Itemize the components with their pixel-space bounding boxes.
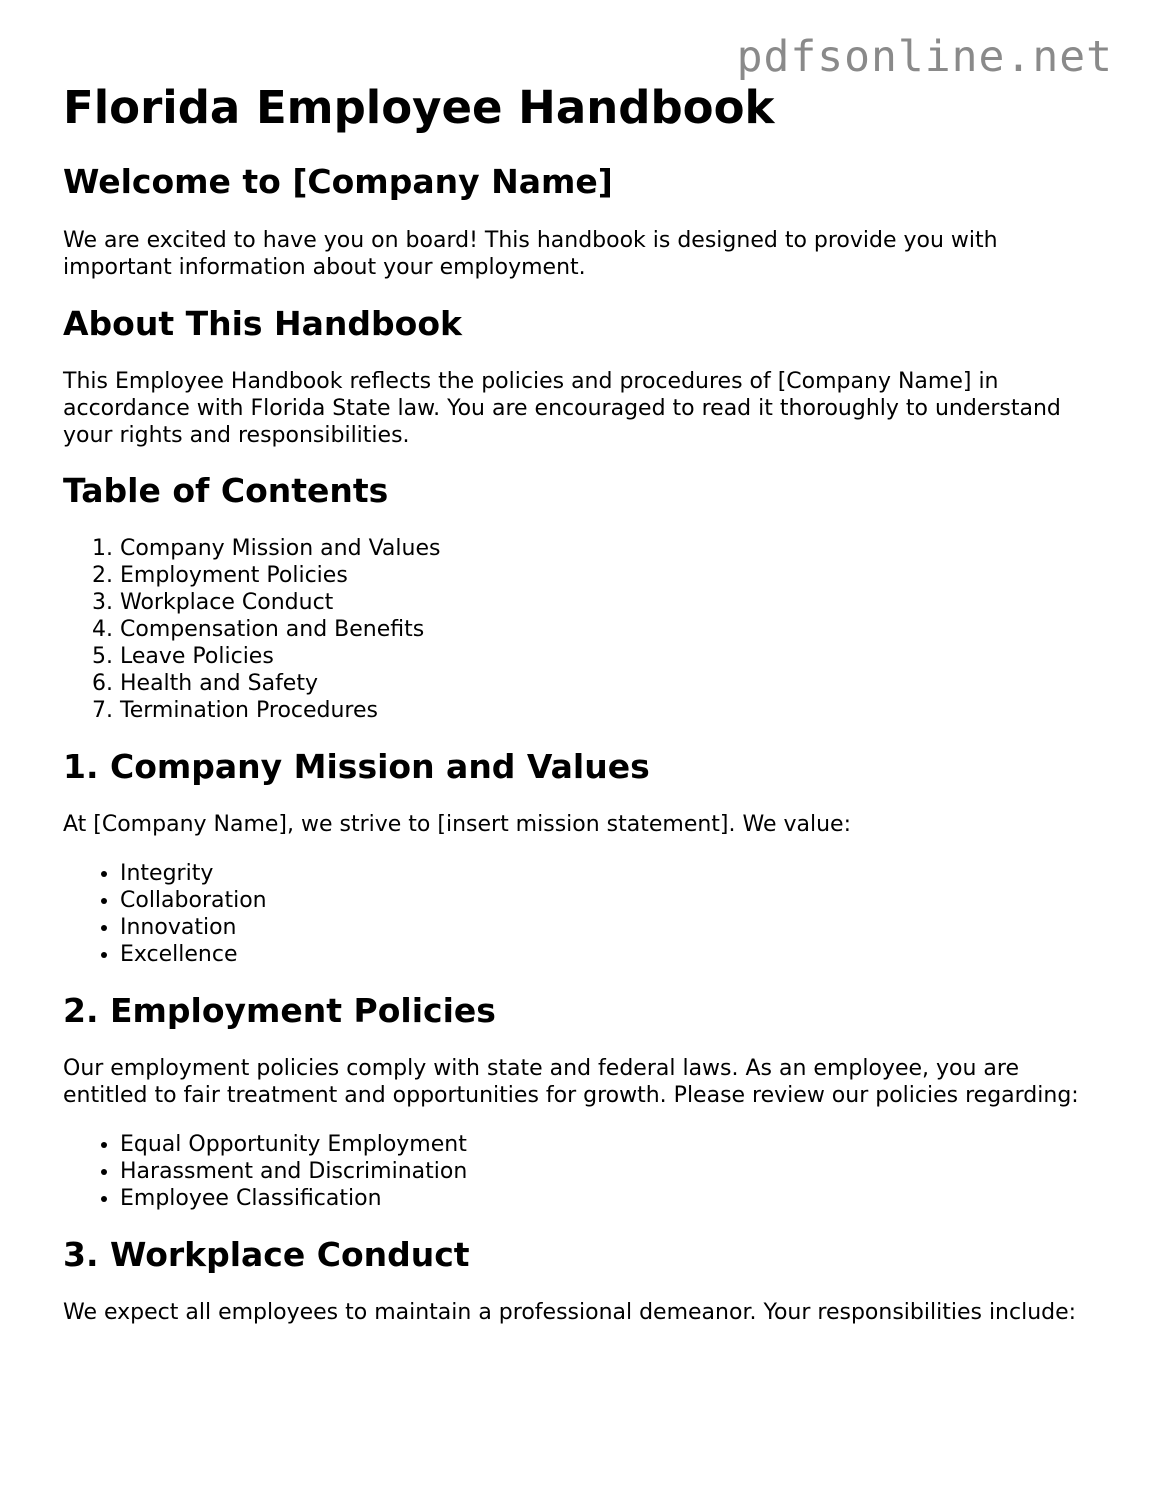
mission-heading: 1. Company Mission and Values <box>63 747 650 786</box>
policy-item: • Employee Classification <box>120 1185 1103 1212</box>
toc-item[interactable]: 6. Health and Safety <box>120 670 1103 697</box>
value-item: • Collaboration <box>120 887 1103 914</box>
values-list <box>63 860 1103 968</box>
toc-item[interactable]: 4. Compensation and Benefits <box>120 616 1103 643</box>
value-item: • Integrity <box>120 860 1103 887</box>
document-page <box>63 80 1103 1326</box>
employment-heading: 2. Employment Policies <box>63 991 496 1030</box>
toc-item[interactable]: 7. Termination Procedures <box>120 697 1103 724</box>
mission-text: At [Company Name], we strive to [insert mission statement]. We value: <box>63 812 851 837</box>
value-item: • Excellence <box>120 941 1103 968</box>
document-title: Florida Employee Handbook <box>63 81 775 134</box>
value-item: • Innovation <box>120 914 1103 941</box>
about-text: This Employee Handbook reflects the policies and procedures of [Company Name] in accordance with Florida State law. You are encouraged to read it thoroughly to understand your rights and responsibilities. <box>63 369 1061 448</box>
conduct-heading: 3. Workplace Conduct <box>63 1235 470 1274</box>
employment-text: Our employment policies comply with state and federal laws. As an employee, you are entitled to fair treatment and opportunities for growth. Please review our policies regarding: <box>63 1056 1079 1108</box>
conduct-text: We expect all employees to maintain a professional demeanor. Your responsibilities include: <box>63 1300 1077 1325</box>
toc-heading: Table of Contents <box>63 471 389 510</box>
policies-list <box>63 1131 1103 1212</box>
toc-item[interactable]: 5. Leave Policies <box>120 643 1103 670</box>
toc-list <box>63 535 1103 724</box>
policy-item: • Harassment and Discrimination <box>120 1158 1103 1185</box>
toc-item[interactable]: 3. Workplace Conduct <box>120 589 1103 616</box>
welcome-text: We are excited to have you on board! This handbook is designed to provide you with important information about your employment. <box>63 228 998 280</box>
about-heading: About This Handbook <box>63 304 462 343</box>
welcome-heading: Welcome to [Company Name] <box>63 162 613 201</box>
watermark: pdfsonline.net <box>736 32 1113 82</box>
toc-item[interactable]: 1. Company Mission and Values <box>120 535 1103 562</box>
toc-item[interactable]: 2. Employment Policies <box>120 562 1103 589</box>
policy-item: • Equal Opportunity Employment <box>120 1131 1103 1158</box>
